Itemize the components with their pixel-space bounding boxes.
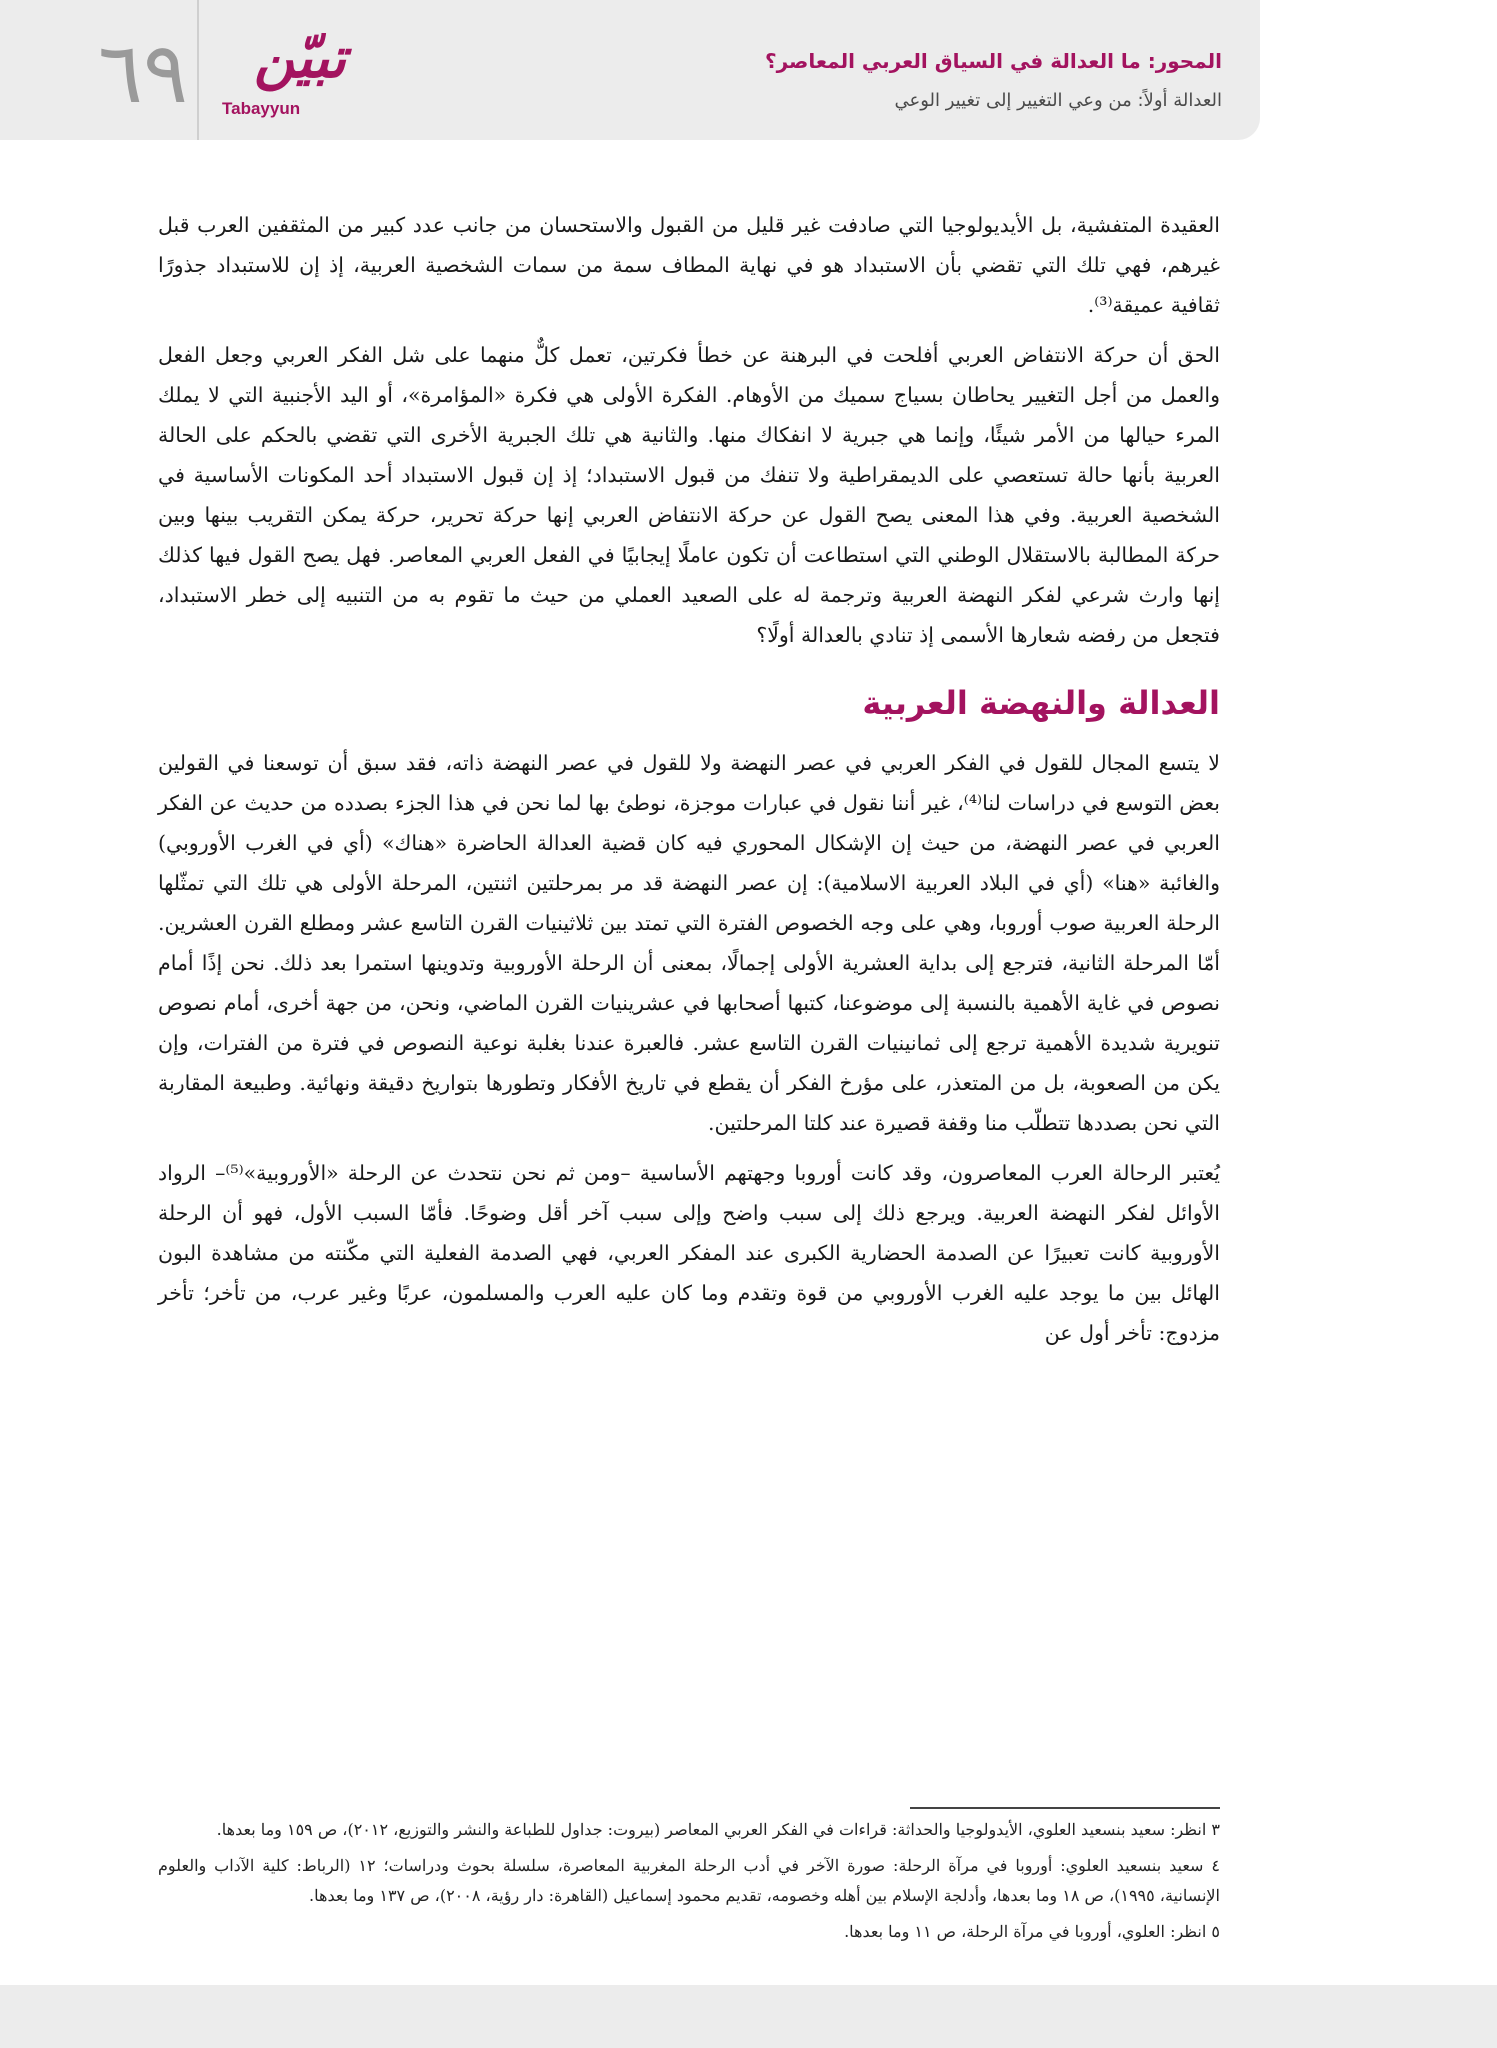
running-subtitle: العدالة أولاً: من وعي التغيير إلى تغيير الوعي [894,90,1222,111]
bottom-band [0,1985,1497,2048]
paragraph-2: الحق أن حركة الانتفاض العربي أفلحت في البرهنة عن خطأ فكرتين، تعمل كلٌّ منهما على شل الفكر العربي وجعل الفعل والعمل من أجل التغيير يحاطان بسياج سميك من الأوهام. الفكرة الأولى هي فكرة «المؤامرة»، أو اليد الأجنبية التي لا يملك المرء حيالها من الأمر شيئًا، وإنما هي جبرية لا انفكاك منها. والثانية هي تلك الجبرية الأخرى التي تقضي بالحكم على الحالة العربية بأنها حالة تستعصي على الديمقراطية ولا تنفك من قبول الاستبداد؛ إذ إن قبول الاستبداد أحد المكونات الأساسية في الشخصية العربية. وفي هذا المعنى يصح القول عن حركة الانتفاض العربي إنها حركة تحرير، حركة يمكن التقريب بينها وبين حركة المطالبة بالاستقلال الوطني التي استطاعت أن تكون عاملًا إيجابيًا في الفعل العربي المعاصر. فهل يصح القول فيها كذلك إنها وارث شرعي لفكر النهضة العربية وترجمة له على الصعيد العملي من حيث ما تقوم به من التنبيه إلى خطر الاستبداد، فتجعل من رفضه شعارها الأسمى إذ تنادي بالعدالة أولًا؟ [158,343,1220,647]
section-heading: العدالة والنهضة العربية [862,684,1220,722]
article-body [158,205,1220,1363]
paragraph-1: العقيدة المتفشية، بل الأيديولوجيا التي صادفت غير قليل من القبول والاستحسان من جانب عدد كبير من المثقفين العرب قبل غيرهم، فهي تلك التي تقضي بأن الاستبداد هو في نهاية المطاف سمة من سمات الشخصية العربية، إذ إن للاستبداد جذورًا ثقافية عميقة⁽³⁾. [158,213,1220,317]
paragraph-4: يُعتبر الرحالة العرب المعاصرون، وقد كانت أوروبا وجهتهم الأساسية –ومن ثم نحن نتحدث عن الرحلة «الأوروبية»⁽⁵⁾– الرواد الأوائل لفكر النهضة العربية. ويرجع ذلك إلى سبب واضح وإلى سبب آخر أقل وضوحًا. فأمّا السبب الأول، فهو أن الرحلة الأوروبية كانت تعبيرًا عن الصدمة الحضارية الكبرى عند المفكر العربي، فهي الصدمة الفعلية التي مكّنته من مشاهدة البون الهائل بين ما يوجد عليه الغرب الأوروبي من قوة وتقدم وما كان عليه العرب والمسلمون، عربًا وغير عرب، من تأخر؛ تأخر مزدوج: تأخر أول عن [158,1161,1221,1345]
header-divider [197,0,199,140]
footnote-4: ٤ سعيد بنسعيد العلوي: أوروبا في مرآة الرحلة: صورة الآخر في أدب الرحلة المغربية المعاصرة، سلسلة بحوث ودراسات؛ ١٢ (الرباط: كلية الآداب والعلوم الإنسانية، ١٩٩٥)، ص ١٨ وما بعدها، وأدلجة الإسلام بين أهله وخصومه، تقديم محمود إسماعيل (القاهرة: دار رؤية، ٢٠٠٨)، ص ١٣٧ وما بعدها. [158,1856,1220,1905]
paragraph-3: لا يتسع المجال للقول في الفكر العربي في عصر النهضة ولا للقول في عصر النهضة ذاته، فقد سبق أن توسعنا في القولين بعض التوسع في دراسات لنا⁽⁴⁾، غير أننا نقول في عبارات موجزة، نوطئ بها لما نحن في هذا الجزء بصدده من حديث عن الفكر العربي في عصر النهضة، من حيث إن الإشكال المحوري فيه كان قضية العدالة الحاضرة «هناك» (أي في الغرب الأوروبي) والغائبة «هنا» (أي في البلاد العربية الاسلامية): إن عصر النهضة قد مر بمرحلتين اثنتين، المرحلة الأولى هي تلك التي تمثّلها الرحلة العربية صوب أوروبا، وهي على وجه الخصوص الفترة التي تمتد بين ثلاثينيات القرن التاسع عشر ومطلع القرن العشرين. أمّا المرحلة الثانية، فترجع إلى بداية العشرية الأولى إجمالًا، بمعنى أن الرحلة الأوروبية وتدوينها استمرا بعد ذلك. نحن إذًا أمام نصوص في غاية الأهمية بالنسبة إلى موضوعنا، كتبها أصحابها في عشرينيات القرن الماضي، ونحن، من جهة أخرى، أمام نصوص تنويرية شديدة الأهمية ترجع إلى ثمانينيات القرن التاسع عشر. فالعبرة عندنا بغلبة نوعية النصوص في فترة من الفترات، وإن يكن من الصعوبة، بل من المتعذر، على مؤرخ الفكر أن يقطع في تاريخ الأفكار وتطورها بتواريخ دقيقة ونهائية. وطبيعة المقاربة التي نحن بصددها تتطلّب منا وقفة قصيرة عند كلتا المرحلتين. [158,751,1220,1135]
footnote-rule [910,1807,1220,1809]
footnotes [158,1815,1220,1949]
journal-logo-latin: Tabayyun [222,99,301,118]
page-number: ٦٩ [97,24,189,122]
journal-logo: تبيّن [253,25,346,91]
footnote-3: ٣ انظر: سعيد بنسعيد العلوي، الأيدولوجيا والحداثة: قراءات في الفكر العربي المعاصر (بيروت: جداول للطباعة والنشر والتوزيع، ٢٠١٢)، ص ١٥٩ وما بعدها. [216,1820,1220,1839]
running-title: المحور: ما العدالة في السياق العربي المعاصر؟ [765,49,1222,73]
footnote-5: ٥ انظر: العلوي، أوروبا في مرآة الرحلة، ص ١١ وما بعدها. [844,1922,1220,1941]
